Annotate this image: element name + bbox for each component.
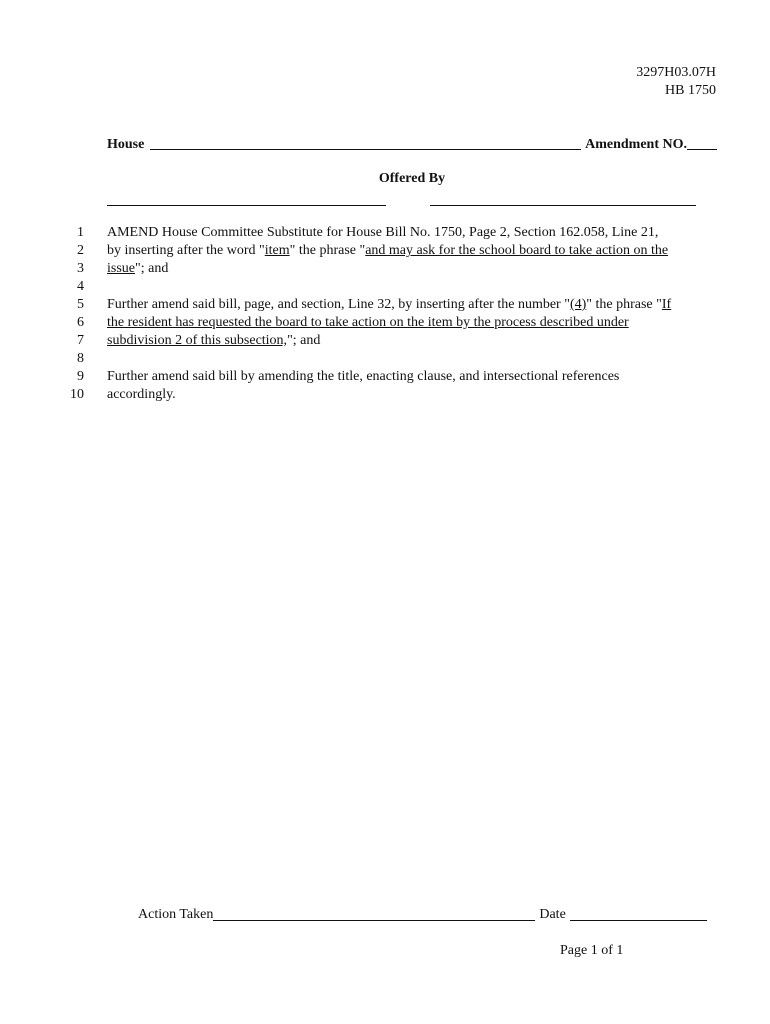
inserted-text: and may ask for the school board to take action on the [365,243,669,258]
line-number: 1 [77,225,84,240]
offered-by-heading: Offered By [378,171,446,186]
body-text: " the phrase " [586,297,662,312]
house-amendment-line [107,135,717,153]
date-label: Date [539,907,566,922]
action-taken-line [138,906,718,923]
amendment-body [107,224,722,404]
body-text: Further amend said bill by amending the title, enacting clause, and intersectional references [107,369,620,384]
inserted-text: (4) [569,297,587,312]
body-text: by inserting after the word " [107,243,265,258]
house-label: House [107,137,145,152]
line-number: 3 [77,261,84,276]
body-line-9 [107,368,722,386]
body-line-10 [107,386,722,404]
amendment-number-label: Amendment NO. [585,137,687,152]
line-number: 4 [77,279,84,294]
line-number: 5 [77,297,84,312]
line-number: 8 [77,351,84,366]
body-text: "; and [135,261,169,276]
house-blank-line [150,137,581,150]
body-line-1 [107,224,722,242]
action-taken-label: Action Taken [138,907,214,922]
body-line-7 [107,332,722,350]
bill-number: HB 1750 [665,83,716,98]
body-line-5 [107,296,722,314]
line-numbers [56,224,84,404]
page-number: Page 1 of 1 [560,943,624,958]
body-line-8-blank [107,350,722,368]
inserted-text: subdivision 2 of this subsection, [107,333,288,348]
body-text: "; and [287,333,321,348]
body-text: accordingly. [107,387,176,402]
date-blank [570,906,707,921]
inserted-text: If [661,297,672,312]
amendment-number-blank [687,137,717,150]
body-line-4-blank [107,278,722,296]
line-number: 9 [77,369,84,384]
sponsor-signature-line-left [107,205,386,206]
document-number: 3297H03.07H [636,65,716,80]
sponsor-signature-line-right [430,205,696,206]
body-text: Further amend said bill, page, and section, Line 32, by inserting after the number " [107,297,570,312]
inserted-text: item [264,243,290,258]
line-number: 2 [77,243,84,258]
body-line-6 [107,314,722,332]
body-line-3 [107,260,722,278]
inserted-text: issue [107,261,135,276]
body-text: " the phrase " [289,243,366,258]
inserted-text: the resident has requested the board to take action on the item by the process described under [107,315,629,330]
action-taken-blank [213,906,535,921]
line-number: 10 [70,387,84,402]
body-text: AMEND House Committee Substitute for House Bill No. 1750, Page 2, Section 162.058, Line 21, [107,225,659,240]
body-line-2 [107,242,722,260]
document-id-block [636,64,716,100]
line-number: 7 [77,333,84,348]
line-number: 6 [77,315,84,330]
